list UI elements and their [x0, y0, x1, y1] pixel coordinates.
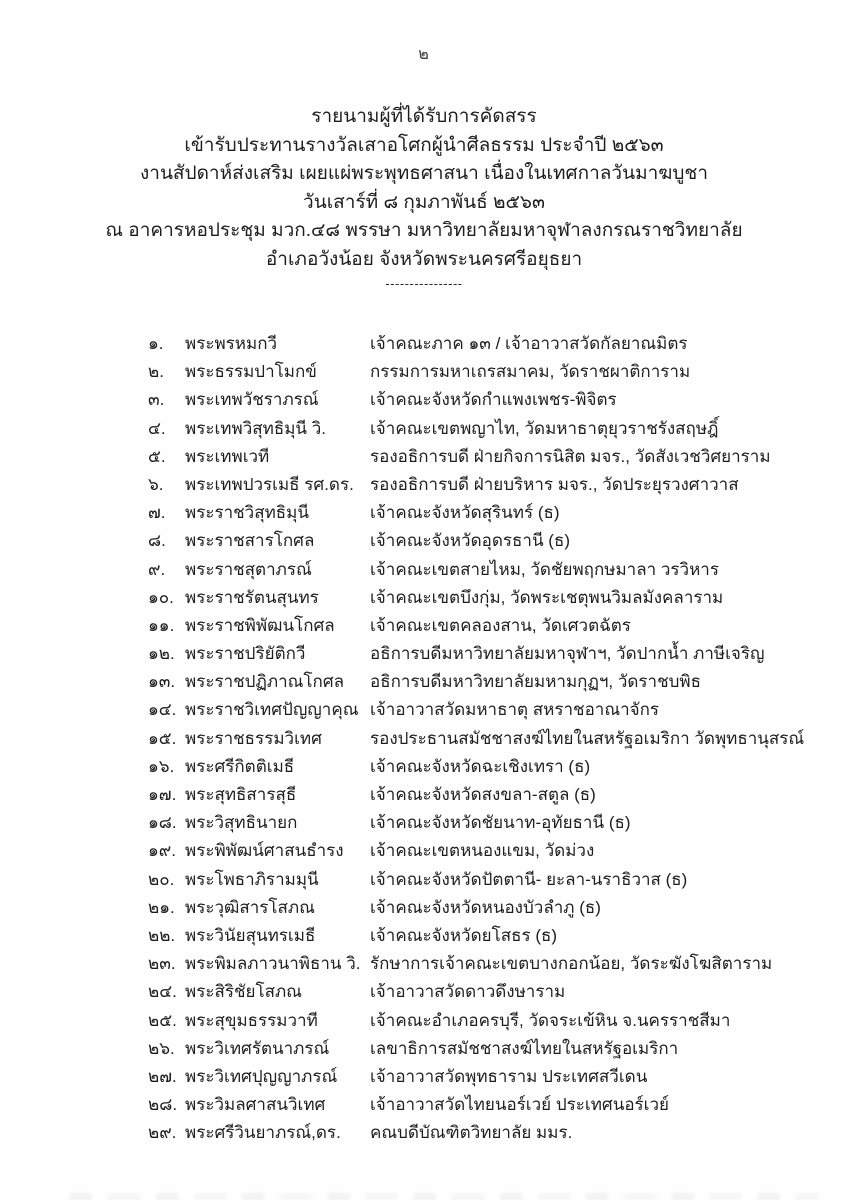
item-name: พระโพธาภิรามมุนี — [185, 869, 319, 889]
list-item — [148, 527, 818, 555]
item-name: พระศรีกิตติเมธี — [185, 756, 295, 776]
item-number: ๙. — [148, 559, 166, 579]
item-number: ๒๘. — [148, 1095, 178, 1115]
item-name: พระวิเทศรัตนาภรณ์ — [185, 1038, 330, 1058]
list-item — [148, 1007, 818, 1035]
item-number: ๒๑. — [148, 897, 175, 917]
list-item — [148, 415, 818, 443]
recipient-list — [148, 330, 818, 1147]
list-item — [148, 781, 818, 809]
header-date-line: วันเสาร์ที่ ๘ กุมภาพันธ์ ๒๕๖๓ — [303, 191, 545, 213]
item-number: ๑๒. — [148, 644, 175, 664]
item-number: ๑. — [148, 334, 164, 353]
item-name: พระวิสุทธินายก — [185, 813, 298, 833]
item-number: ๒๖. — [148, 1038, 175, 1058]
item-position: รองอธิการบดี ฝ่ายกิจการนิสิต มจร., วัดสังเวชวิศยาราม — [370, 446, 771, 466]
list-item — [148, 696, 818, 724]
item-name: พระราชวิเทศปัญญาคุณ — [185, 700, 359, 720]
list-item — [148, 1119, 818, 1147]
item-position: เจ้าคณะเขตพญาไท, วัดมหาธาตุยุวราชรังสฤษฎิ์ — [370, 418, 719, 438]
item-number: ๔. — [148, 418, 166, 438]
item-number: ๘. — [148, 531, 166, 551]
item-name: พระราชพิพัฒนโกศล — [185, 615, 335, 635]
item-name: พระราชสารโกศล — [185, 531, 315, 551]
item-position: เจ้าคณะเขตบึงกุ่ม, วัดพระเชตุพนวิมลมังคลาราม — [370, 587, 724, 607]
item-position: กรรมการมหาเถรสมาคม, วัดราชผาติการาม — [370, 362, 691, 382]
item-position: เจ้าอาวาสวัดมหาธาตุ สหราชอาณาจักร — [370, 700, 660, 720]
header-event-line: งานสัปดาห์ส่งเสริม เผยแผ่พระพุทธศาสนา เนื่องในเทศกาลวันมาฆบูชา — [140, 163, 708, 185]
list-item — [148, 922, 818, 950]
item-name: พระวินัยสุนทรเมธี — [185, 925, 316, 945]
item-number: ๑๑. — [148, 615, 175, 635]
list-item — [148, 978, 818, 1006]
list-item — [148, 866, 818, 894]
item-number: ๑๔. — [148, 700, 177, 720]
list-item — [148, 556, 818, 584]
item-number: ๑๖. — [148, 756, 175, 776]
item-number: ๖. — [148, 474, 164, 494]
item-position: เจ้าอาวาสวัดดาวดึงษาราม — [370, 982, 566, 1002]
list-item — [148, 668, 818, 696]
item-name: พระราชปริยัติกวี — [185, 644, 306, 664]
item-position: เจ้าคณะจังหวัดชัยนาท-อุทัยธานี (ธ) — [370, 813, 631, 833]
item-name: พระราชสุตาภรณ์ — [185, 559, 312, 579]
item-position: เจ้าคณะภาค ๑๓ / เจ้าอาวาสวัดกัลยาณมิตร — [370, 334, 688, 353]
item-number: ๒. — [148, 362, 164, 382]
item-name: พระเทพวิสุทธิมุนี วิ. — [185, 418, 327, 438]
item-position: เจ้าอาวาสวัดพุทธาราม ประเทศสวีเดน — [370, 1066, 648, 1086]
list-item — [148, 1091, 818, 1119]
list-item — [148, 471, 818, 499]
item-position: เจ้าคณะจังหวัดฉะเชิงเทรา (ธ) — [370, 756, 591, 776]
item-number: ๑๐. — [148, 587, 174, 607]
item-name: พระสิริชัยโสภณ — [185, 982, 302, 1002]
list-item — [148, 640, 818, 668]
list-item — [148, 753, 818, 781]
list-item — [148, 330, 818, 358]
item-name: พระธรรมปาโมกข์ — [185, 362, 317, 382]
item-name: พระวิมลศาสนวิเทศ — [185, 1095, 326, 1115]
item-position: คณบดีบัณฑิตวิทยาลัย มมร. — [370, 1123, 573, 1143]
header-title-line: รายนามผู้ที่ได้รับการคัดสรร — [311, 106, 537, 127]
list-item — [148, 837, 818, 865]
item-number: ๑๘. — [148, 813, 177, 833]
list-item — [148, 443, 818, 471]
item-number: ๗. — [148, 503, 166, 523]
item-number: ๒๔. — [148, 982, 177, 1002]
list-item — [148, 584, 818, 612]
item-position: เจ้าคณะเขตคลองสาน, วัดเศวตฉัตร — [370, 615, 631, 635]
item-name: พระวุฒิสารโสภณ — [185, 897, 315, 917]
page-bottom-scan-artifact — [70, 1193, 818, 1200]
item-number: ๑๗. — [148, 785, 177, 804]
item-number: ๑๕. — [148, 728, 177, 748]
list-item — [148, 894, 818, 922]
item-position: รักษาการเจ้าคณะเขตบางกอกน้อย, วัดระฆังโฆสิตาราม — [370, 954, 773, 974]
list-item — [148, 1035, 818, 1063]
list-item — [148, 612, 818, 640]
list-item — [148, 1063, 818, 1091]
item-number: ๒๗. — [148, 1066, 177, 1086]
item-number: ๑๓. — [148, 672, 176, 692]
item-position: เลขาธิการสมัชชาสงฆ์ไทยในสหรัฐอเมริกา — [370, 1038, 679, 1058]
item-name: พระราชวิสุทธิมุนี — [185, 503, 310, 523]
item-position: รองอธิการบดี ฝ่ายบริหาร มจร., วัดประยุรวงศาวาส — [370, 474, 739, 494]
item-name: พระสุทธิสารสุธี — [185, 785, 297, 804]
item-position: รองประธานสมัชชาสงฆ์ไทยในสหรัฐอเมริกา วัดพุทธานุสรณ์ — [370, 728, 805, 748]
list-item — [148, 499, 818, 527]
list-item — [148, 950, 818, 978]
item-position: อธิการบดีมหาวิทยาลัยมหาจุฬาฯ, วัดปากน้ำ ภาษีเจริญ — [370, 644, 765, 664]
item-name: พระเทพวัชราภรณ์ — [185, 390, 319, 410]
item-position: อธิการบดีมหาวิทยาลัยมหามกุฏฯ, วัดราชบพิธ — [370, 672, 702, 692]
item-name: พระศรีวินยาภรณ์,ดร. — [185, 1123, 341, 1143]
item-name: พระเทพเวที — [185, 446, 270, 466]
item-position: เจ้าคณะจังหวัดกำแพงเพชร-พิจิตร — [370, 390, 617, 410]
item-position: เจ้าคณะอำเภอครบุรี, วัดจระเข้หิน จ.นครราชสีมา — [370, 1010, 731, 1030]
item-number: ๒๓. — [148, 954, 176, 974]
item-number: ๓. — [148, 390, 165, 410]
item-name: พระราชปฏิภาณโกศล — [185, 672, 345, 692]
header-venue-line: ณ อาคารหอประชุม มวก.๔๘ พรรษา มหาวิทยาลัยมหาจุฬาลงกรณราชวิทยาลัย — [105, 220, 743, 242]
header-divider-dashes: ---------------- — [385, 276, 463, 291]
item-position: เจ้าคณะจังหวัดอุดรธานี (ธ) — [370, 531, 570, 551]
item-name: พระสุขุมธรรมวาที — [185, 1010, 318, 1030]
item-number: ๒๐. — [148, 869, 175, 889]
item-number: ๑๙. — [148, 841, 176, 861]
item-position: เจ้าคณะจังหวัดยโสธร (ธ) — [370, 925, 558, 945]
item-number: ๒๕. — [148, 1010, 177, 1030]
item-number: ๒๒. — [148, 925, 176, 945]
list-item — [148, 358, 818, 386]
item-position: เจ้าคณะจังหวัดหนองบัวลำภู (ธ) — [370, 897, 601, 917]
item-name: พระเทพปวรเมธี รศ.ดร. — [185, 474, 354, 494]
item-number: ๒๙. — [148, 1123, 177, 1143]
page-number: ๒ — [418, 46, 430, 63]
list-item — [148, 725, 818, 753]
list-item — [148, 386, 818, 414]
list-item — [148, 809, 818, 837]
item-position: เจ้าคณะเขตสายไหม, วัดชัยพฤกษมาลา วรวิหาร — [370, 559, 719, 579]
header-award-line: เข้ารับประทานรางวัลเสาอโศกผู้นำศีลธรรม ประจำปี ๒๕๖๓ — [184, 134, 664, 156]
item-name: พระพิพัฒน์ศาสนธำรง — [185, 841, 344, 861]
item-name: พระพิมลภาวนาพิธาน วิ. — [185, 954, 361, 974]
item-name: พระวิเทศปุญญาภรณ์ — [185, 1066, 338, 1086]
item-position: เจ้าคณะจังหวัดสุรินทร์ (ธ) — [370, 503, 560, 523]
item-name: พระพรหมกวี — [185, 334, 278, 353]
item-number: ๕. — [148, 446, 166, 466]
item-position: เจ้าคณะจังหวัดปัตตานี- ยะลา-นราธิวาส (ธ) — [370, 869, 688, 889]
item-position: เจ้าคณะจังหวัดสงขลา-สตูล (ธ) — [370, 785, 596, 804]
item-position: เจ้าอาวาสวัดไทยนอร์เวย์ ประเทศนอร์เวย์ — [370, 1095, 669, 1115]
document-header — [0, 103, 848, 275]
item-name: พระราชรัตนสุนทร — [185, 587, 319, 607]
item-name: พระราชธรรมวิเทศ — [185, 728, 322, 748]
header-location-line: อำเภอวังน้อย จังหวัดพระนครศรีอยุธยา — [265, 248, 583, 270]
item-position: เจ้าคณะเขตหนองแขม, วัดม่วง — [370, 841, 595, 861]
